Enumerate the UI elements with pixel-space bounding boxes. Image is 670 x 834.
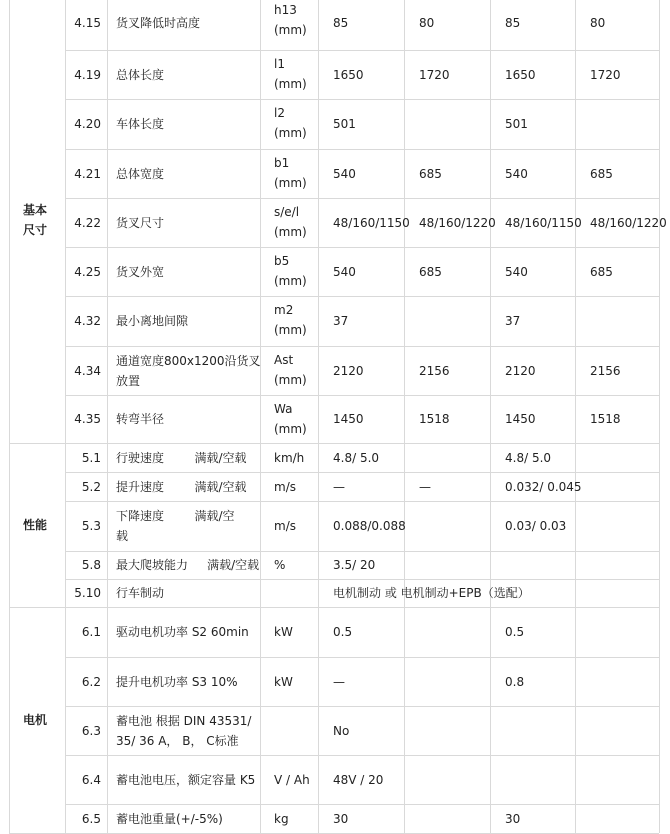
grid-hline — [65, 346, 659, 347]
row-number: 4.19 — [74, 67, 101, 82]
row-number: 4.20 — [74, 117, 101, 131]
value-cell: 685 — [419, 264, 442, 279]
value-cell: 80 — [590, 16, 606, 30]
grid-hline — [65, 149, 659, 150]
item-name: 货叉外宽 — [116, 264, 165, 279]
item-name: 蓄电池 根据 DIN 43531/ 35/ 36 A， B， C标准 — [116, 713, 252, 748]
unit-label: b5 (mm) — [274, 254, 307, 288]
unit-label: km/h — [274, 450, 305, 465]
grid-hline — [65, 501, 659, 502]
value-cell: 电机制动 或 电机制动+EPB（选配） — [333, 586, 530, 600]
grid-hline — [65, 551, 659, 552]
item-name: 车体长度 — [116, 117, 165, 131]
grid-hline — [65, 296, 659, 297]
item-name: 提升速度 满载/空载 — [116, 479, 247, 494]
section-label: 电机 — [23, 713, 48, 727]
unit-label: V / Ah — [274, 772, 310, 787]
value-cell: 1450 — [333, 412, 364, 426]
value-cell: 30 — [333, 811, 349, 826]
value-cell: No — [333, 723, 350, 738]
unit-label: m/s — [274, 479, 296, 494]
value-cell: 540 — [505, 264, 528, 279]
item-name: 最大爬坡能力 满载/空载 — [116, 558, 260, 572]
grid-vline — [318, 0, 319, 833]
value-cell: 0.5 — [505, 625, 525, 639]
row-number: 5.2 — [81, 479, 101, 494]
item-name: 货叉尺寸 — [116, 215, 165, 230]
item-name: 提升电机功率 S3 10% — [116, 674, 238, 689]
row-number: 4.22 — [74, 215, 101, 230]
item-name: 转弯半径 — [116, 412, 165, 426]
value-cell: 3.5/ 20 — [333, 558, 376, 572]
grid-hline — [65, 657, 659, 658]
value-cell: 1518 — [419, 412, 450, 426]
item-name: 通道宽度800x1200沿货叉 放置 — [116, 353, 261, 388]
value-cell: 85 — [333, 16, 349, 30]
grid-vline — [659, 0, 660, 833]
value-cell: 85 — [505, 16, 521, 30]
grid-hline — [65, 472, 659, 473]
row-number: 5.3 — [81, 519, 101, 533]
value-cell: 48V / 20 — [333, 772, 384, 787]
item-name: 蓄电池重量(+/-5%) — [116, 811, 223, 826]
grid-hline — [65, 706, 659, 707]
value-cell: 1450 — [505, 412, 536, 426]
unit-label: m2 (mm) — [274, 303, 307, 337]
value-cell: — — [419, 479, 431, 494]
value-cell: 30 — [505, 811, 521, 826]
grid-vline — [404, 0, 405, 833]
unit-label: m/s — [274, 519, 296, 533]
row-number: 6.1 — [81, 625, 101, 639]
unit-label: b1 (mm) — [274, 156, 307, 190]
value-cell: 685 — [590, 264, 613, 279]
row-number: 4.21 — [74, 166, 101, 181]
value-cell: 1650 — [333, 67, 364, 82]
unit-label: kW — [274, 674, 293, 689]
value-cell: 48/160/1150 — [333, 215, 410, 230]
row-number: 6.5 — [81, 811, 101, 826]
unit-label: Wa (mm) — [274, 402, 307, 436]
row-number: 5.10 — [74, 586, 101, 600]
unit-label: kW — [274, 625, 293, 639]
item-name: 总体长度 — [116, 67, 165, 82]
value-cell: 48/160/1220 — [419, 215, 496, 230]
item-name: 下降速度 满载/空 载 — [116, 509, 235, 543]
value-cell: 540 — [505, 166, 528, 181]
row-number: 4.35 — [74, 412, 101, 426]
value-cell: 2156 — [419, 363, 450, 378]
grid-vline — [575, 0, 576, 833]
grid-hline — [65, 198, 659, 199]
unit-label: l1 (mm) — [274, 57, 307, 91]
unit-label: h13 (mm) — [274, 3, 307, 37]
value-cell: 1720 — [590, 67, 621, 82]
section-label: 基本 尺寸 — [23, 202, 48, 237]
value-cell: 1650 — [505, 67, 536, 82]
value-cell: 2120 — [505, 363, 536, 378]
value-cell: — — [333, 479, 345, 494]
value-cell: 4.8/ 5.0 — [333, 450, 380, 465]
row-number: 4.32 — [74, 314, 101, 328]
section-label: 性能 — [23, 518, 48, 532]
value-cell: 501 — [333, 117, 356, 131]
row-number: 4.25 — [74, 264, 101, 279]
row-number: 4.15 — [74, 16, 101, 30]
row-number: 6.3 — [81, 723, 101, 738]
grid-hline — [65, 804, 659, 805]
grid-vline — [107, 0, 108, 833]
row-number: 6.4 — [81, 772, 101, 787]
item-name: 行驶速度 满载/空载 — [116, 450, 247, 465]
spec-table — [9, 0, 667, 833]
row-number: 6.2 — [81, 674, 101, 689]
value-cell: 80 — [419, 16, 435, 30]
value-cell: 0.8 — [505, 674, 525, 689]
grid-hline — [65, 755, 659, 756]
value-cell: 37 — [333, 314, 349, 328]
row-number: 4.34 — [74, 363, 101, 378]
value-cell: 37 — [505, 314, 521, 328]
value-cell: 48/160/1220 — [590, 215, 667, 230]
value-cell: 2120 — [333, 363, 364, 378]
grid-hline — [9, 443, 659, 444]
value-cell: 685 — [419, 166, 442, 181]
value-cell: 4.8/ 5.0 — [505, 450, 552, 465]
grid-vline — [490, 0, 491, 833]
unit-label: l2 (mm) — [274, 106, 307, 140]
value-cell: 0.032/ 0.045 — [505, 479, 582, 494]
item-name: 最小离地间隙 — [116, 314, 189, 328]
item-name: 行车制动 — [116, 586, 165, 600]
value-cell: 540 — [333, 166, 356, 181]
unit-label: % — [274, 558, 286, 572]
grid-vline — [260, 0, 261, 833]
value-cell: 540 — [333, 264, 356, 279]
grid-hline — [65, 99, 659, 100]
value-cell: 48/160/1150 — [505, 215, 582, 230]
unit-label: s/e/l (mm) — [274, 205, 307, 239]
value-cell: 685 — [590, 166, 613, 181]
value-cell: 2156 — [590, 363, 621, 378]
grid-hline — [65, 247, 659, 248]
value-cell: 0.088/0.088 — [333, 519, 406, 533]
item-name: 货叉降低时高度 — [116, 16, 201, 30]
grid-vline — [9, 0, 10, 833]
value-cell: 0.5 — [333, 625, 353, 639]
row-number: 5.1 — [81, 450, 101, 465]
value-cell: 0.03/ 0.03 — [505, 519, 567, 533]
value-cell: 501 — [505, 117, 528, 131]
item-name: 驱动电机功率 S2 60min — [116, 625, 249, 639]
item-name: 蓄电池电压，额定容量 K5 — [116, 772, 256, 787]
unit-label: Ast (mm) — [274, 353, 307, 387]
value-cell: — — [333, 674, 345, 689]
unit-label: kg — [274, 811, 289, 826]
value-cell: 1518 — [590, 412, 621, 426]
row-number: 5.8 — [81, 558, 101, 572]
grid-hline — [65, 50, 659, 51]
grid-hline — [65, 579, 659, 580]
grid-hline — [9, 607, 659, 608]
value-cell: 1720 — [419, 67, 450, 82]
item-name: 总体宽度 — [116, 166, 165, 181]
grid-hline — [65, 395, 659, 396]
